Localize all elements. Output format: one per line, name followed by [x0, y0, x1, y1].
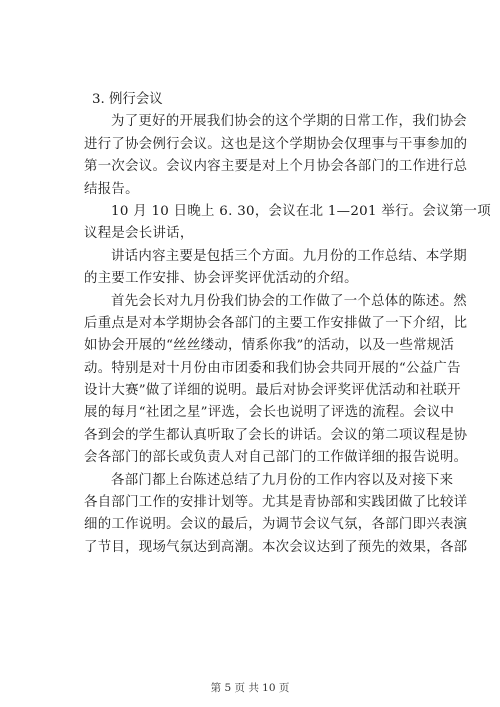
document-body — [84, 89, 491, 559]
page-footer: 第 5 页 共 10 页 — [210, 682, 290, 694]
paragraph-line: 为了更好的开展我们协会的这个学期的日常工作，我们协会 — [111, 114, 467, 130]
paragraph-line: 如协会开展的“丝丝缕动，情系你我”的活动，以及一些常规活 — [84, 338, 455, 354]
paragraph-line: 设计大赛”做了详细的说明。最后对协会评奖评优活动和社联开 — [84, 383, 461, 399]
paragraph-line: 讲话内容主要是包括三个方面。九月份的工作总结、本学期 — [111, 248, 467, 264]
paragraph-line: 会各部门的部长或负责人对自己部门的工作做详细的报告说明。 — [84, 450, 468, 466]
paragraph-line: 第一次会议。会议内容主要是对上个月协会各部门的工作进行总 — [84, 159, 468, 175]
paragraph-line: 议程是会长讲话， — [84, 226, 194, 242]
paragraph-line: 的主要工作安排、协会评奖评优活动的介绍。 — [84, 271, 358, 287]
paragraph-line: 各部门都上台陈述总结了九月份的工作内容以及对接下来 — [111, 472, 454, 488]
paragraph-line: 动。特别是对十月份由市团委和我们协会共同开展的“公益广告 — [84, 360, 461, 376]
paragraph-line: 后重点是对本学期协会各部门的主要工作安排做了一下介绍，比 — [84, 315, 468, 331]
paragraph-line: 结报告。 — [84, 181, 139, 197]
paragraph-line: 10 月 10 日晚上 6. 30，会议在北 1—201 举行。会议第一项 — [111, 203, 491, 219]
paragraph-line: 细的工作说明。会议的最后，为调节会议气氛，各部门即兴表演 — [84, 517, 468, 533]
paragraph-line: 进行了协会例行会议。这也是这个学期协会仅理事与干事参加的 — [84, 136, 468, 152]
paragraph-line: 各到会的学生都认真听取了会长的讲话。会议的第二项议程是协 — [84, 427, 468, 443]
paragraph-line: 各自部门工作的安排计划等。尤其是青协部和实践团做了比较详 — [84, 495, 468, 511]
paragraph-line: 首先会长对九月份我们协会的工作做了一个总体的陈述。然 — [111, 293, 467, 309]
paragraph-line: 展的每月“社团之星”评选，会长也说明了评选的流程。会议中 — [84, 405, 455, 421]
paragraph-line: 了节目，现场气氛达到高潮。本次会议达到了预先的效果，各部 — [84, 539, 468, 555]
section-heading: 3. 例行会议 — [92, 92, 163, 107]
